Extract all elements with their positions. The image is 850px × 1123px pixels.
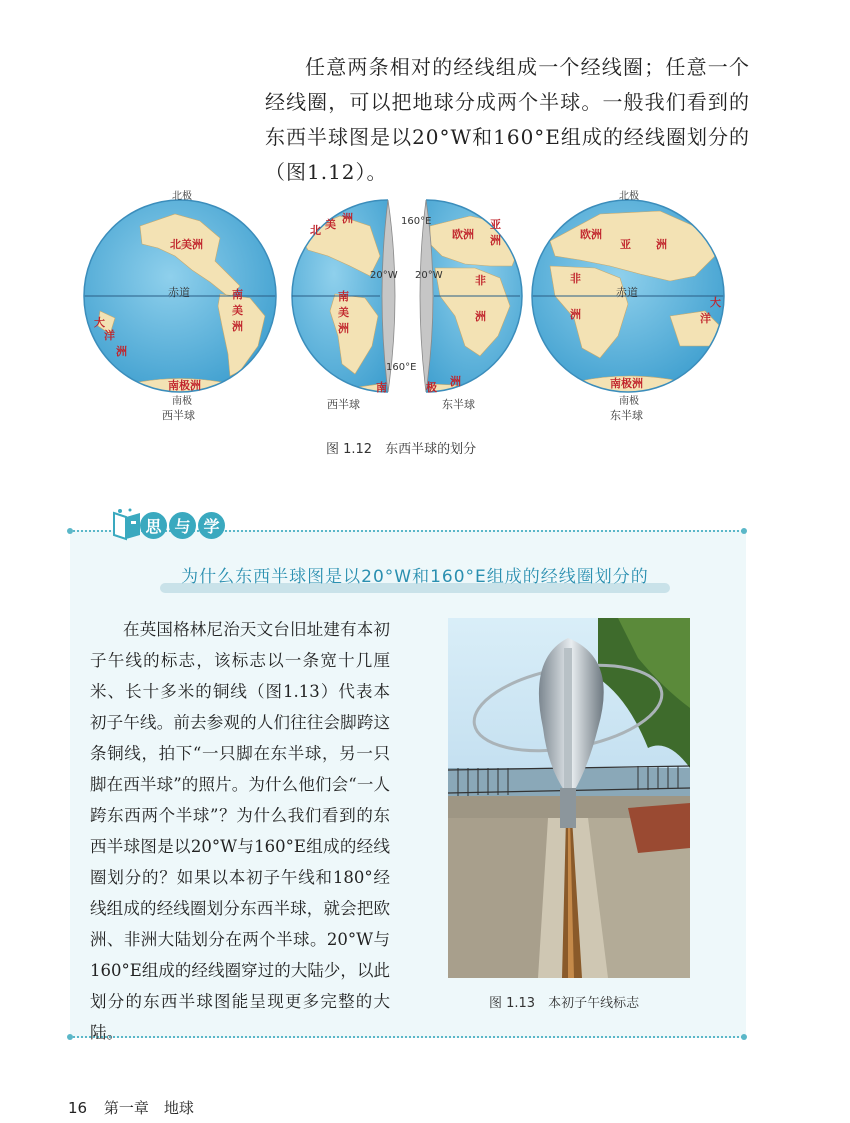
mid-east-hemisphere-label: 东半球	[442, 398, 475, 411]
figure-112-caption: 图 1.12 东西半球的划分	[326, 442, 477, 457]
figure-hemisphere-division	[80, 186, 740, 456]
think-learn-badge	[110, 505, 225, 545]
mid-africa-char-2: 洲	[475, 310, 486, 323]
mid-20w-right-label: 20°W	[415, 270, 443, 281]
think-learn-body	[90, 614, 390, 1048]
prime-meridian-marker-photo	[448, 618, 690, 978]
right-africa-char-2: 洲	[570, 308, 581, 321]
badge-char-3: 学	[198, 512, 225, 539]
book-icon	[110, 507, 144, 543]
question-title	[150, 563, 680, 595]
left-oceania-char-1: 大	[94, 316, 105, 329]
right-north-pole-label: 北极	[619, 191, 639, 202]
page-footer	[68, 1097, 194, 1118]
western-hemisphere-globe	[84, 200, 276, 401]
question-title-text: 为什么东西半球图是以20°W和160°E组成的经线圈划分的	[181, 567, 649, 587]
box-dot-top-left	[67, 528, 73, 534]
mid-160e-top-label: 160°E	[401, 216, 432, 227]
prime-meridian-photo-illustration	[448, 618, 690, 978]
box-dot-top-right	[741, 528, 747, 534]
intro-paragraph	[265, 50, 750, 190]
left-globe-name: 西半球	[162, 409, 195, 422]
page-number: 16	[68, 1099, 88, 1117]
mid-south-america-char-1: 南	[338, 290, 349, 303]
right-asia-char-2: 洲	[656, 238, 667, 251]
left-oceania-char-3: 洲	[116, 345, 127, 358]
left-antarctica-label: 南极洲	[168, 379, 201, 392]
right-oceania-char-1: 大	[710, 296, 721, 309]
mid-north-america-char-3: 洲	[342, 212, 353, 225]
mid-south-america-char-3: 洲	[338, 322, 349, 335]
mid-north-america-char-1: 北	[310, 224, 321, 237]
mid-asia-char-2: 洲	[490, 234, 501, 247]
badge-char-2: 与	[169, 512, 196, 539]
right-equator-label: 赤道	[616, 286, 638, 299]
mid-africa-char-1: 非	[475, 274, 486, 287]
right-globe-name: 东半球	[610, 409, 643, 422]
box-dot-bottom-left	[67, 1034, 73, 1040]
mid-north-america-char-2: 美	[325, 218, 336, 231]
mid-west-hemisphere-label: 西半球	[327, 398, 360, 411]
right-asia-char-1: 亚	[620, 238, 631, 251]
right-oceania-char-2: 洋	[700, 312, 711, 325]
eastern-hemisphere-globe	[532, 200, 724, 401]
mid-south-america-char-2: 美	[338, 306, 349, 319]
left-equator-label: 赤道	[168, 286, 190, 299]
left-south-pole-label: 南极	[172, 396, 192, 407]
mid-antarctica-right-char-2: 洲	[450, 375, 461, 388]
mid-160e-bottom-label: 160°E	[386, 362, 417, 373]
mid-europe-label: 欧洲	[452, 228, 474, 241]
left-south-america-char-2: 美	[232, 304, 243, 317]
mid-asia-char-1: 亚	[490, 218, 501, 231]
left-north-america-label: 北美洲	[170, 238, 203, 251]
mid-antarctica-left-label: 南	[376, 381, 387, 394]
right-europe-label: 欧洲	[580, 228, 602, 241]
left-north-pole-label: 北极	[172, 191, 192, 202]
think-learn-paragraph: 在英国格林尼治天文台旧址建有本初子午线的标志，该标志以一条宽十几厘米、长十多米的铜线（图1.13）代表本初子午线。前去参观的人们往往会脚跨这条铜线，拍下“一只脚在东半球，另一只脚在西半球”的照片。为什么他们会“一人跨东西两个半球”？为什么我们看到的东西半球图是以20°W与160°E组成的经线圈划分的？如果以本初子午线和180°经线组成的经线圈划分东西半球，就会把欧洲、非洲大陆划分在两个半球。20°W与160°E组成的经线圈穿过的大陆少，以此划分的东西半球图能呈现更多完整的大陆。	[90, 620, 390, 1042]
right-antarctica-label: 南极洲	[610, 377, 643, 390]
mid-20w-left-label: 20°W	[370, 270, 398, 281]
chapter-label: 第一章 地球	[103, 1099, 194, 1117]
right-south-pole-label: 南极	[619, 396, 639, 407]
intro-text: 任意两条相对的经线组成一个经线圈；任意一个经线圈，可以把地球分成两个半球。一般我们看到的东西半球图是以20°W和160°E组成的经线圈划分的（图1.12）。	[265, 55, 750, 184]
left-oceania-char-2: 洋	[104, 329, 115, 342]
box-dot-bottom-right	[741, 1034, 747, 1040]
left-south-america-char-3: 洲	[232, 320, 243, 333]
right-africa-char-1: 非	[570, 272, 581, 285]
figure-113-caption: 图 1.13 本初子午线标志	[489, 996, 640, 1011]
left-south-america-char-1: 南	[232, 288, 243, 301]
badge-char-1: 思	[140, 512, 167, 539]
mid-antarctica-right-char-1: 极	[426, 381, 437, 394]
